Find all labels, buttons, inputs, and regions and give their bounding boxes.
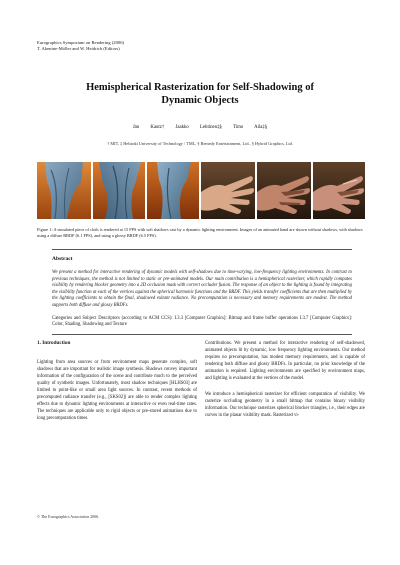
venue-line-2: T. Akenine-Möller and W. Heidrich (Editors) xyxy=(37,46,120,51)
hand-image-3 xyxy=(313,162,365,219)
left-column xyxy=(37,340,197,431)
venue-header xyxy=(37,40,124,52)
hand-image-1 xyxy=(201,162,255,219)
section-heading-introduction: 1. Introduction xyxy=(37,340,71,346)
title-line-2: Dynamic Objects xyxy=(161,95,239,106)
intro-paragraph-2: Contributions. We present a method for interactive rendering of self-shadowed, animated objects lit by dynamic, low frequency lighting environments. Our method requires no precomputation, has modest memory requirements, and is capable of rendering both diffuse and glossy BRDFs. In particular, no prior knowledge of the animation is required. Lighting environments are specified by environment maps, and lighting is evaluated at the vertices of the model. xyxy=(205,341,365,381)
figure-panel-hand-1 xyxy=(201,162,255,219)
author-1: Jan Kautz† xyxy=(132,125,165,130)
copyright-notice: © The Eurographics Association 2006. xyxy=(37,514,100,519)
author-2: Jaakko Lehtinen‡§ xyxy=(175,125,222,130)
figure-panel-cloth-1 xyxy=(37,162,91,219)
teaser-figure xyxy=(37,162,365,219)
author-list xyxy=(0,125,400,130)
acm-categories: Categories and Subject Descriptors (according to ACM CCS): I.3.3 [Computer Graphics]: Bitmap and frame buffer operations I.3.7 [Computer Graphics]: Color, Shading, Shadowing and Texture xyxy=(52,315,352,328)
venue-line-1: Eurographics Symposium on Rendering (2006) xyxy=(37,40,125,45)
figure-panel-cloth-3 xyxy=(147,162,199,219)
title-line-1: Hemispherical Rasterization for Self-Shadowing of xyxy=(86,82,314,93)
figure-panel-cloth-2 xyxy=(93,162,145,219)
figure-panel-hand-2 xyxy=(257,162,311,219)
cloth-image-1 xyxy=(37,162,91,219)
intro-paragraph-3: We introduce a hemispherical rasterizer for efficient computation of visibility. We rasterize occluding geometry in a small bitmap that contains binary visibility information. Our technique rasterizes spherical blocker triangles, i.e., their edges are curves in the planar visibility mask. Rasterized vi- xyxy=(205,392,365,418)
affiliations: † MIT, ‡ Helsinki University of Technology / TML, § Remedy Entertainment, Ltd., § Hybrid Graphics, Ltd. xyxy=(107,141,293,146)
abstract-text: We present a method for interactive rendering of dynamic models with self-shadows due to time-varying, low-frequency lighting environments. In contrast to previous techniques, the method is not limited to static or pre-animated models. Our main contribution is a hemispherical rasterizer, which rapidly computes visibility by rendering blocker geometry into a 2D occlusion mask with correct occluder fusion. The response of an object to the lighting is found by integrating the visibility function at each of the vertices against the spherical harmonic functions and the BRDF. This yields transfer coefficients that are then multiplied by the lighting coefficients to obtain the final, shadowed exitant radiance. No precomputation is necessary and memory requirements are modest. The method supports both diffuse and glossy BRDFs. xyxy=(52,270,352,308)
hand-image-2 xyxy=(257,162,311,219)
figure-panel-hand-3 xyxy=(313,162,365,219)
right-column xyxy=(205,340,365,428)
cloth-image-2 xyxy=(93,162,145,219)
intro-paragraph-1: Lighting from area sources or from environment maps generate complex, soft shadows that are important for realistic image synthesis. Shadows convey important information of the configuration of the scene and contribute much to the perceived quality of synthetic images. Unfortunately, most shadow techniques [HLHS03] are limited to point-like or small area light sources. In contrast, recent methods of precomputed radiance transfer (e.g., [SKS02]) are able to render complex lighting effects due to dynamic lighting environments at interactive or even real-time rates. The techniques are applicable only to rigid objects or pre-stored animations due to long precomputation times. xyxy=(37,360,197,421)
cloth-image-3 xyxy=(147,162,199,219)
paper-title xyxy=(0,81,400,107)
figure-caption: Figure 1: A simulated piece of cloth is rendered at 15 FPS with soft shadows cast by a dynamic lighting environment. Images of an animated hand are shown without shadows, with shadows using a diffuse BRDF (6.1 FPS), and using a glossy BRDF (6.5 FPS). xyxy=(37,227,363,238)
abstract-section xyxy=(52,249,352,335)
abstract-heading: Abstract xyxy=(52,256,73,262)
author-3: Timo Aila‡§ xyxy=(232,125,268,130)
